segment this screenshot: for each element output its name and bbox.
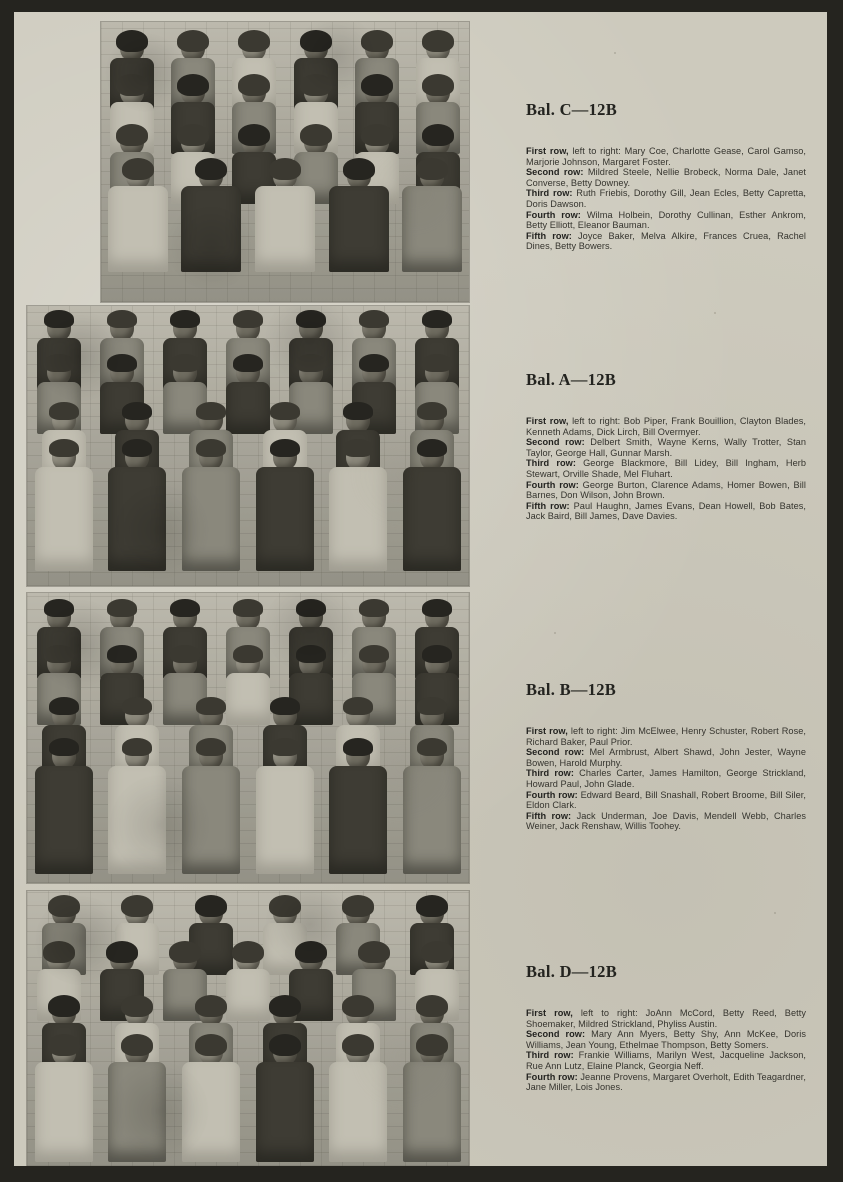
- group-title-bal-c: Bal. C—12B: [526, 100, 618, 119]
- row-label: Fifth row:: [526, 500, 570, 511]
- row-names: Wilma Holbein, Dorothy Cullinan, Esther Ankrom, Betty Elliott, Eleanor Bauman.: [526, 209, 806, 231]
- photo-grain: [27, 593, 469, 883]
- paper-speckle: [774, 912, 776, 914]
- group-photo-bal-d: [27, 891, 469, 1166]
- row-label: First row,: [526, 1008, 573, 1018]
- photo-grain: [27, 306, 469, 586]
- row-names: Jeanne Provens, Margaret Overholt, Edith Teagardner, Jane Miller, Lois Jones.: [526, 1071, 806, 1093]
- photo-grain: [27, 891, 469, 1166]
- row-label: Fourth row:: [526, 1071, 578, 1082]
- row-label: Third row:: [526, 768, 574, 779]
- row-label: Fourth row:: [526, 209, 581, 220]
- row-names: left to right: Mary Coe, Charlotte Gease, Carol Gamso, Marjorie Johnson, Margaret Foster.: [526, 146, 806, 167]
- row-label: First row,: [526, 726, 568, 736]
- row-names: Delbert Smith, Wayne Kerns, Wally Trotter, Stan Taylor, George Hall, Gunnar Marsh.: [526, 437, 806, 458]
- caption-bal-a: [526, 370, 806, 522]
- group-title-bal-d: Bal. D—12B: [526, 962, 618, 981]
- paper-speckle: [614, 52, 616, 54]
- group-photo-bal-b: [27, 593, 469, 883]
- row-names: Charles Carter, James Hamilton, George Strickland, Howard Paul, John Glade.: [526, 768, 806, 789]
- page-content: [14, 12, 827, 1166]
- row-label: First row,: [526, 146, 569, 156]
- page-paper: [14, 12, 827, 1166]
- row-label: Fourth row:: [526, 479, 579, 490]
- row-label: Second row:: [526, 747, 585, 758]
- row-label: Third row:: [526, 1050, 574, 1061]
- row-label: Second row:: [526, 167, 584, 178]
- row-names: Ruth Friebis, Dorothy Gill, Jean Ecles, Betty Capretta, Doris Dawson.: [526, 188, 806, 209]
- group-title-bal-a: Bal. A—12B: [526, 370, 617, 389]
- row-names: Mel Armbrust, Albert Shawd, John Jester, Wayne Bowen, Harold Murphy.: [526, 747, 806, 768]
- row-names: Joyce Baker, Melva Alkire, Frances Cruea, Rachel Dines, Betty Bowers.: [526, 230, 806, 252]
- row-names: Edward Beard, Bill Snashall, Robert Broome, Bill Siler, Eldon Clark.: [526, 789, 806, 811]
- row-names: Mildred Steele, Nellie Brobeck, Norma Dale, Janet Converse, Betty Downey.: [526, 167, 806, 188]
- caption-text-bal-a: [526, 416, 806, 522]
- row-label: Fourth row:: [526, 789, 578, 800]
- row-names: Paul Haughn, James Evans, Dean Howell, Bob Bates, Jack Baird, Bill James, Dave Davies.: [526, 500, 806, 522]
- row-names: George Burton, Clarence Adams, Homer Bowen, Bill Barnes, Don Wilson, John Brown.: [526, 479, 806, 501]
- row-names: Mary Ann Myers, Betty Shy, Ann McKee, Doris Williams, Jean Young, Ethelmae Thompson, Betty Somers.: [526, 1029, 806, 1050]
- row-names: George Blackmore, Bill Lidey, Bill Ingham, Herb Stewart, Orville Shade, Mel Fluhart.: [526, 458, 806, 479]
- row-names: Frankie Williams, Marilyn West, Jacqueline Jackson, Rue Ann Lutz, Elaine Planck, Georgia Neff.: [526, 1050, 806, 1071]
- caption-text-bal-b: [526, 726, 806, 832]
- group-title-bal-b: Bal. B—12B: [526, 680, 617, 699]
- row-names: left to right: JoAnn McCord, Betty Reed, Betty Shoemaker, Mildred Strickland, Phyliss Austin.: [526, 1008, 806, 1029]
- row-names: Jack Underman, Joe Davis, Mendell Webb, Charles Weiner, Jack Renshaw, Willis Toohey.: [526, 810, 806, 832]
- row-label: Third row:: [526, 188, 573, 199]
- row-label: Third row:: [526, 458, 576, 469]
- row-label: First row,: [526, 416, 569, 426]
- photo-grain: [101, 22, 469, 302]
- caption-bal-b: [526, 680, 806, 832]
- row-names: left to right: Jim McElwee, Henry Schuster, Robert Rose, Richard Baker, Paul Prior.: [526, 726, 806, 747]
- caption-text-bal-c: [526, 146, 806, 252]
- row-label: Second row:: [526, 1029, 586, 1040]
- caption-bal-d: [526, 962, 806, 1093]
- paper-speckle: [714, 312, 716, 314]
- row-label: Fifth row:: [526, 810, 572, 821]
- caption-bal-c: [526, 100, 806, 252]
- row-label: Fifth row:: [526, 230, 572, 241]
- row-label: Second row:: [526, 437, 585, 448]
- group-photo-bal-a: [27, 306, 469, 586]
- paper-speckle: [554, 632, 556, 634]
- group-photo-bal-c: [101, 22, 469, 302]
- row-names: left to right: Bob Piper, Frank Bouillion, Clayton Blades, Kenneth Adams, Dick Lirch, Bill Overmyer.: [526, 416, 807, 437]
- caption-text-bal-d: [526, 1008, 806, 1093]
